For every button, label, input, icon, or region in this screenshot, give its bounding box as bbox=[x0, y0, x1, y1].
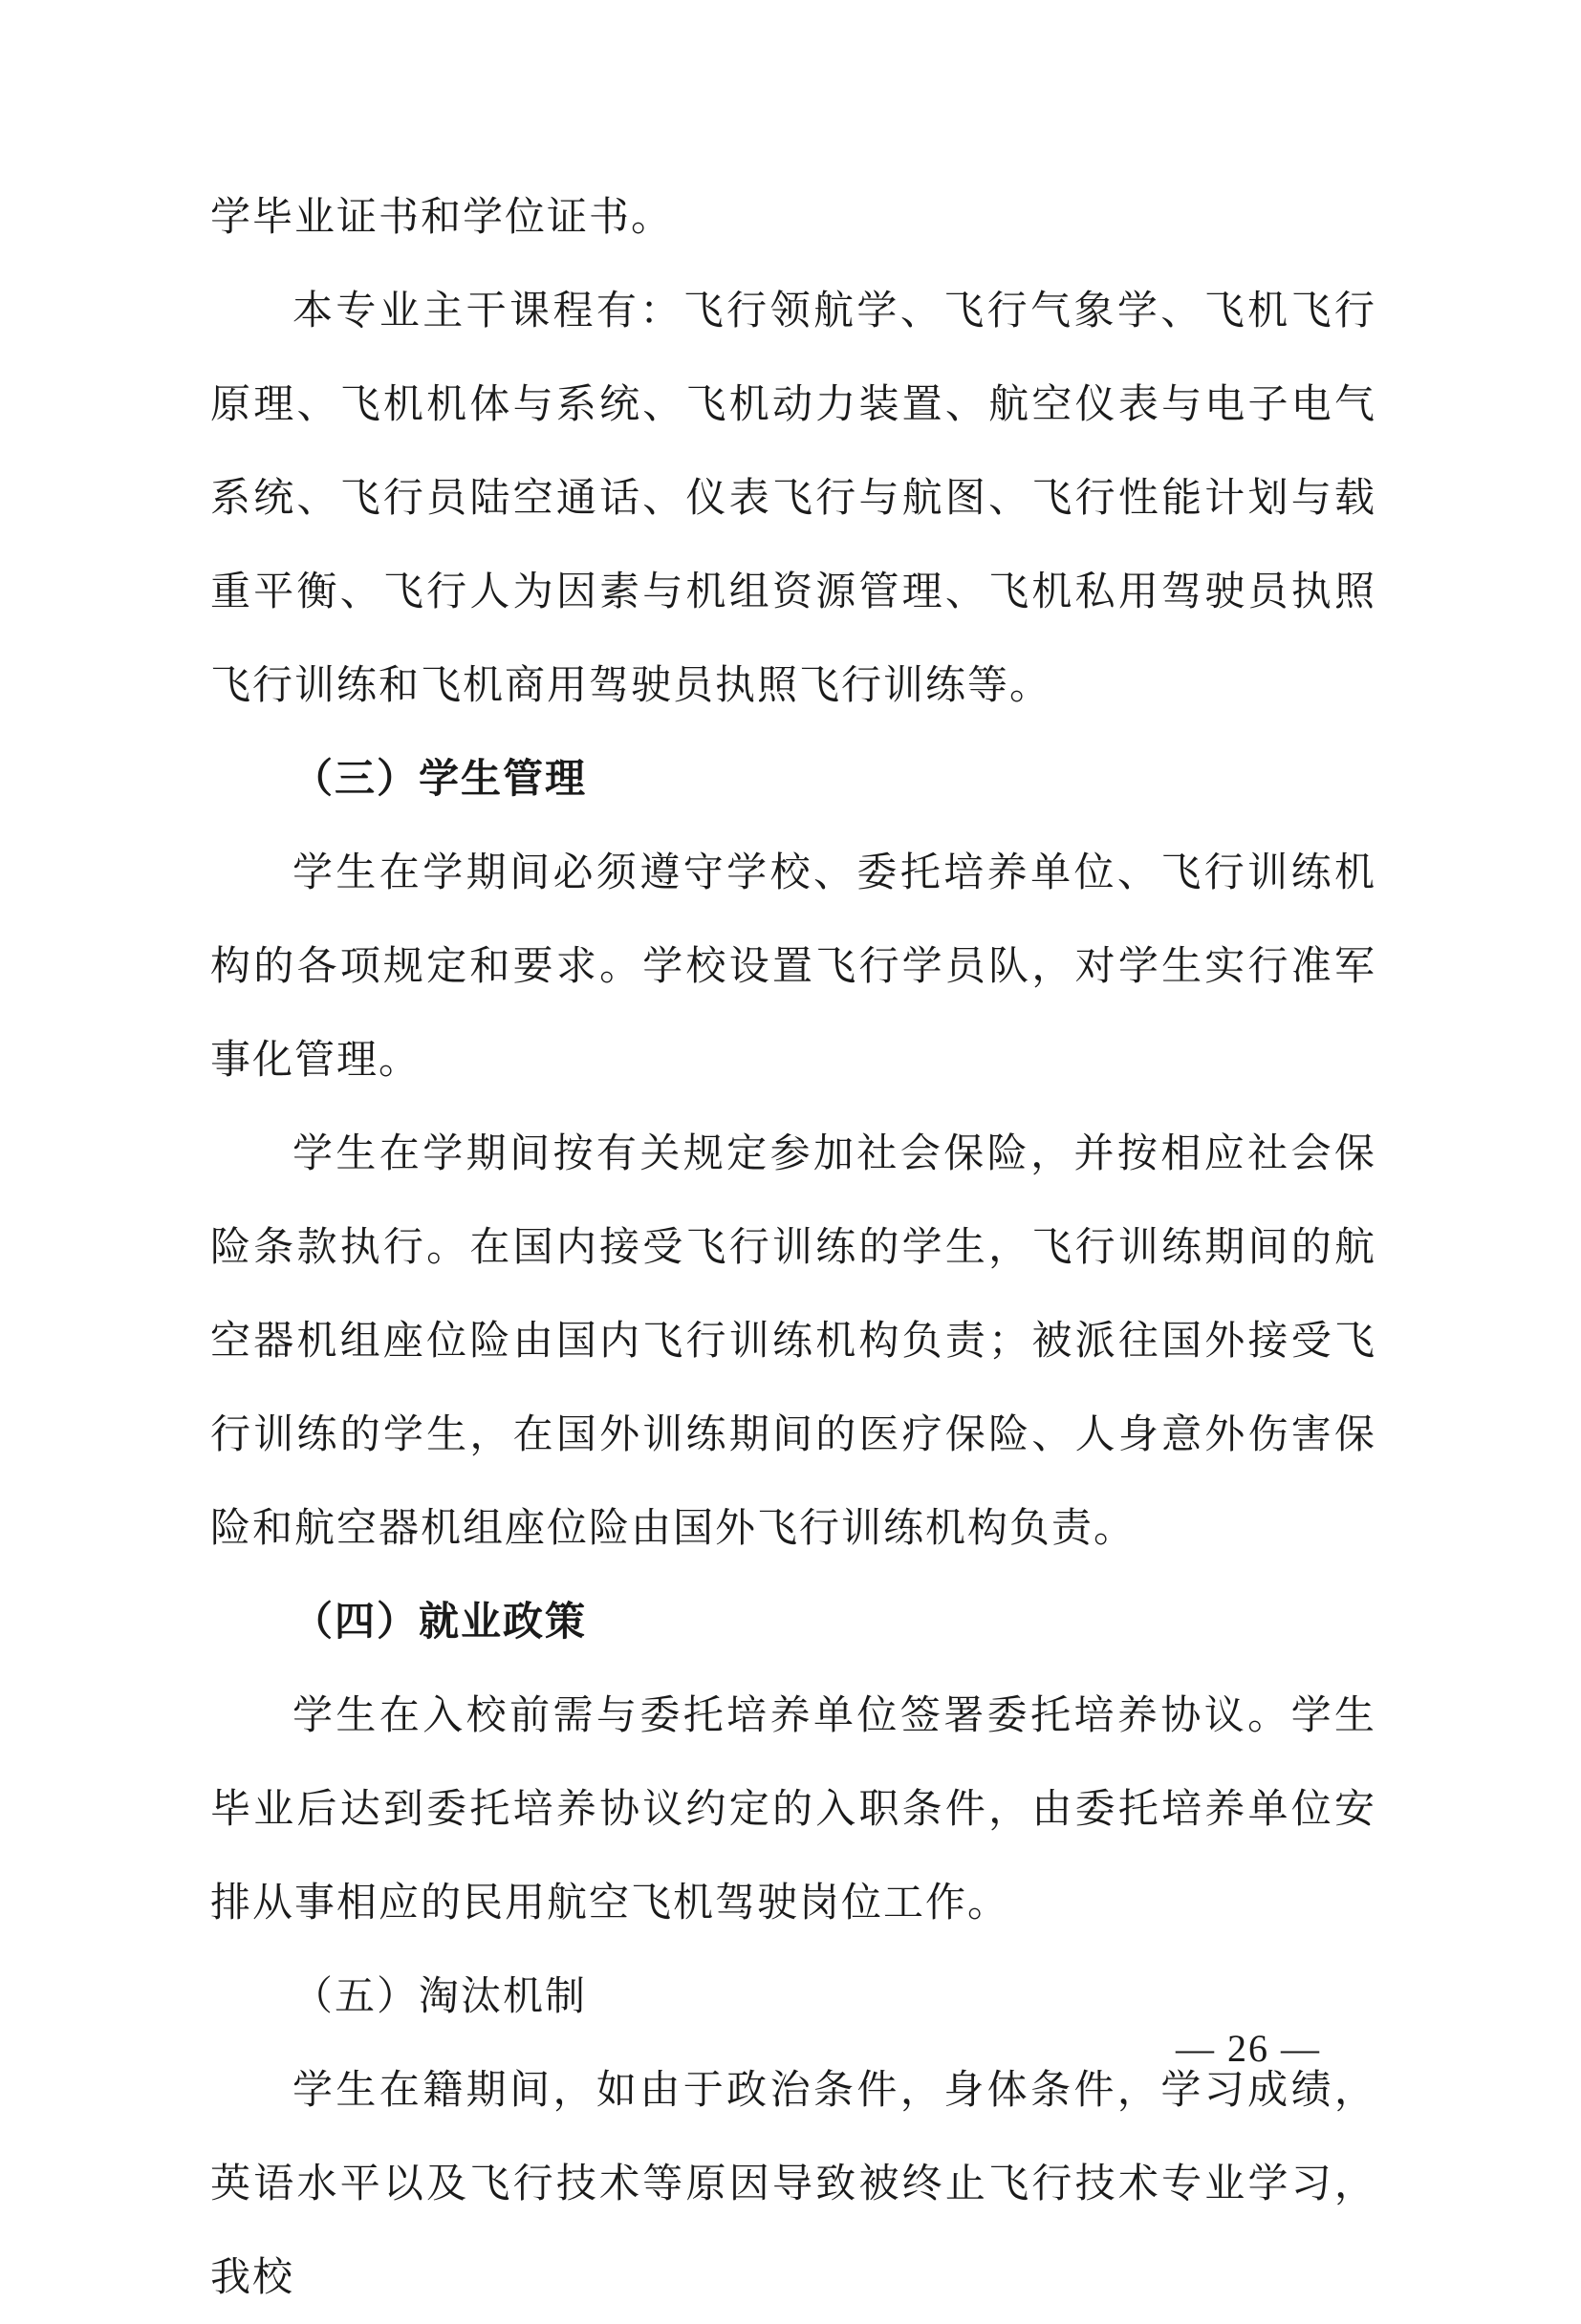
paragraph-insurance: 学生在学期间按有关规定参加社会保险，并按相应社会保险条款执行。在国内接受飞行训练的学生，飞行训练期间的航空器机组座位险由国内飞行训练机构负责；被派往国外接受飞行训练的学生，在国外训练期间的医疗保险、人身意外伤害保险和航空器机组座位险由国外飞行训练机构负责。 bbox=[210, 1130, 1376, 1551]
page-number: — 26 — bbox=[1176, 2027, 1321, 2070]
paragraph-elimination: 学生在籍期间，如由于政治条件，身体条件，学习成绩，英语水平以及飞行技术等原因导致被终止飞行技术专业学习，我校 bbox=[210, 2066, 1376, 2300]
document-body bbox=[210, 170, 1376, 2324]
section-heading-employment-policy: （四）就业政策 bbox=[292, 1598, 588, 1645]
paragraph-1: 学毕业证书和学位证书。 bbox=[210, 193, 674, 240]
section-heading-student-management: （三）学生管理 bbox=[292, 755, 588, 802]
section-heading-elimination: （五）淘汰机制 bbox=[292, 1972, 588, 2019]
paragraph-student-rules: 学生在学期间必须遵守学校、委托培养单位、飞行训练机构的各项规定和要求。学校设置飞行学员队，对学生实行准军事化管理。 bbox=[210, 849, 1376, 1083]
paragraph-employment: 学生在入校前需与委托培养单位签署委托培养协议。学生毕业后达到委托培养协议约定的入职条件，由委托培养单位安排从事相应的民用航空飞机驾驶岗位工作。 bbox=[210, 1691, 1376, 1926]
paragraph-courses: 本专业主干课程有：飞行领航学、飞行气象学、飞机飞行原理、飞机机体与系统、飞机动力装置、航空仪表与电子电气系统、飞行员陆空通话、仪表飞行与航图、飞行性能计划与载重平衡、飞行人为因素与机组资源管理、飞机私用驾驶员执照飞行训练和飞机商用驾驶员执照飞行训练等。 bbox=[210, 287, 1376, 708]
